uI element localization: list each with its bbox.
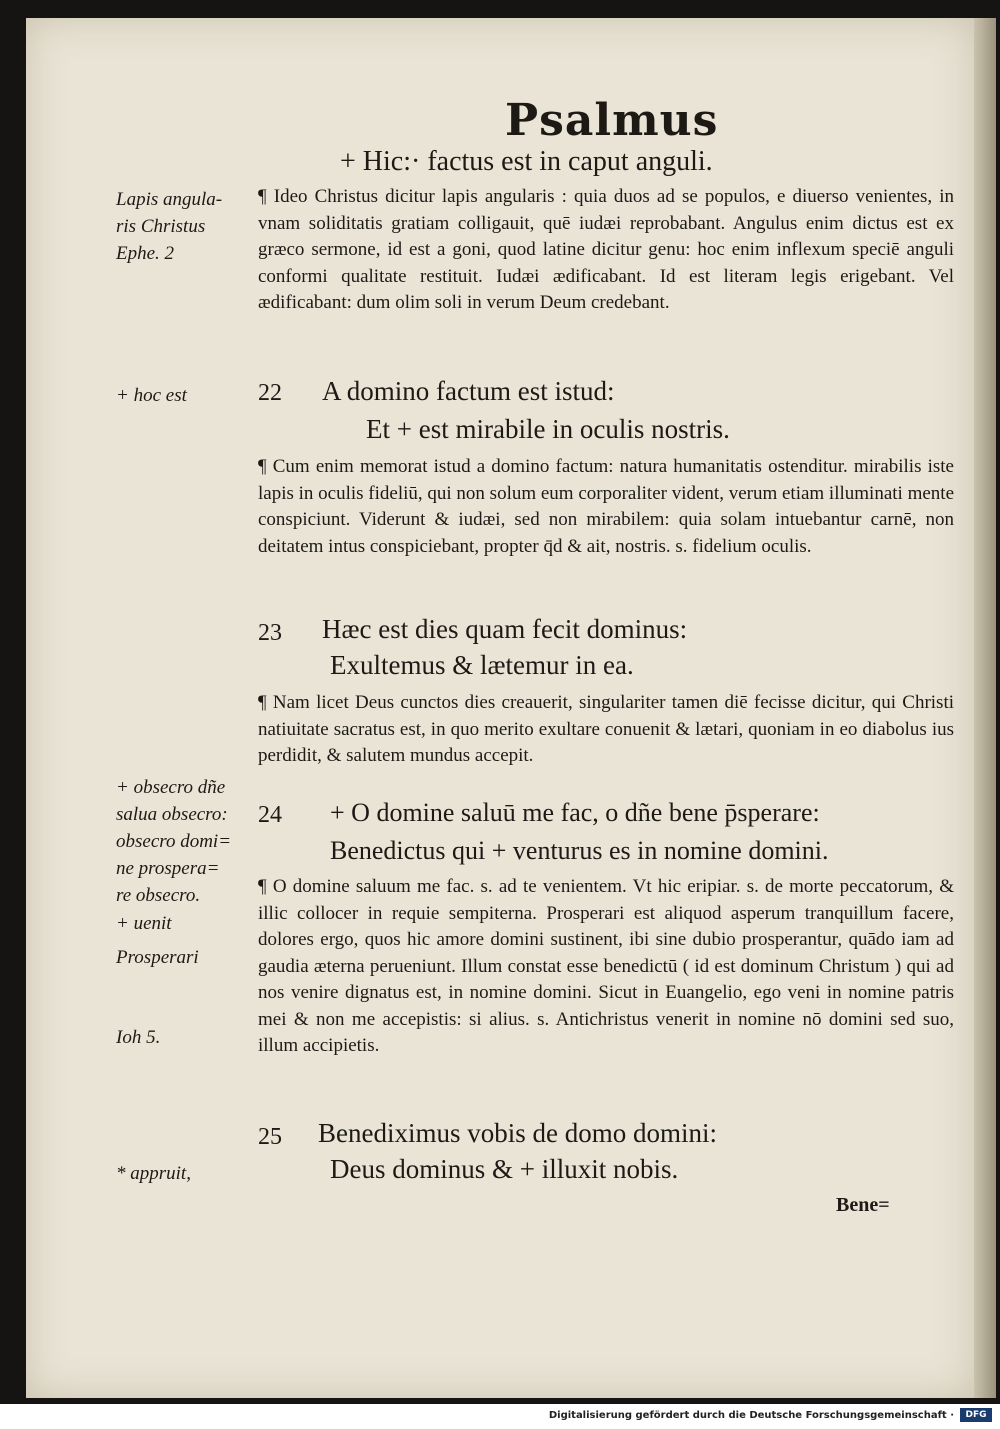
verse-number: 24 xyxy=(258,802,282,828)
margin-line: + obsecro dñe xyxy=(116,777,226,798)
margin-line: ris Christus xyxy=(116,216,206,237)
page-title: Psalmus xyxy=(505,95,719,146)
margin-line: Lapis angula- xyxy=(116,189,223,210)
margin-note-prosperari: Prosperari xyxy=(116,947,199,968)
verse-line: A domino factum est istud: xyxy=(322,376,615,406)
commentary-text: Cum enim memorat istud a domino factum: natura humanitatis ostenditur. mirabilis iste lapis in oculis fideliū, qui non solum eum corporaliter vident, verum etiam illuminati mente conspiciunt. Viderunt & iudæi, sed non mirabilem: quia solam intuebantur carnē, non deitatem intus conspiciebant, propter q̄d & ait, nostris. s. fidelium oculis. xyxy=(258,456,954,557)
verse-line: Deus dominus & + illuxit nobis. xyxy=(330,1154,679,1184)
commentary-paragraph xyxy=(258,690,954,770)
digitization-credit: Digitalisierung gefördert durch die Deutsche Forschungsgemeinschaft · xyxy=(548,1410,954,1421)
margin-note-obsecro xyxy=(116,774,231,909)
margin-line: re obsecro. xyxy=(116,885,201,906)
adjacent-page-edge xyxy=(974,18,996,1398)
verse-number: 23 xyxy=(258,620,282,646)
verse-line: Hæc est dies quam fecit dominus: xyxy=(322,614,688,644)
commentary-paragraph xyxy=(258,454,954,560)
commentary-text: Ideo Christus dicitur lapis angularis : quia duos ad se populos, e diuerso venientes, in vnam soliditatis gratiam colligauit, quē iudæi reprobabant. Angulus enim dictus est ex græco sermone, id est a goni, quod latine dicitur genu: hoc enim inflexum speciē anguli conformi qualitate restituit. Iudæi ædificabant. Id est literam legis erigebant. Vel ædificabant: dum olim soli in verum Deum credebant. xyxy=(258,186,955,313)
paragraph-mark-icon: ¶ xyxy=(258,456,273,477)
verse-line: Exultemus & lætemur in ea. xyxy=(330,650,634,680)
commentary-paragraph xyxy=(258,874,954,1060)
paragraph-mark-icon: ¶ xyxy=(258,876,273,897)
margin-note-appruit: * appruit, xyxy=(116,1163,191,1184)
verse-line: Et + est mirabile in oculis nostris. xyxy=(366,414,730,444)
verse-21-tail: + Hic:· factus est in caput anguli. xyxy=(340,146,713,177)
verse-line: + O domine saluū me fac, o dñe bene p̄sperare: xyxy=(330,798,820,827)
catchword: Bene= xyxy=(836,1194,890,1216)
commentary-text: Nam licet Deus cunctos dies creauerit, singulariter tamen diē fecisse dicitur, qui Christi natiuitate sacratus est, in quo merito exultare conuenit & lætari, quoniam in eo diabolus ius perdidit, & salutem mundus accepit. xyxy=(258,692,954,766)
margin-note-ioh: Ioh 5. xyxy=(116,1027,161,1048)
paragraph-mark-icon: ¶ xyxy=(258,692,273,713)
commentary-paragraph xyxy=(258,184,954,317)
dfg-logo: DFG xyxy=(960,1408,992,1422)
margin-note-hoc-est: + hoc est xyxy=(116,385,187,406)
verse-number: 22 xyxy=(258,380,282,406)
verse-line: Benediximus vobis de domo domini: xyxy=(318,1118,717,1148)
margin-line: salua obsecro: xyxy=(116,804,228,825)
margin-line: Ephe. 2 xyxy=(116,243,175,264)
verse-number: 25 xyxy=(258,1124,282,1150)
margin-note-lapis xyxy=(116,186,222,267)
margin-line: obsecro domi= xyxy=(116,831,232,852)
verse-line: Benedictus qui + venturus es in nomine domini. xyxy=(330,836,829,865)
margin-line: ne prospera= xyxy=(116,858,220,879)
paragraph-mark-icon: ¶ xyxy=(258,186,274,207)
commentary-text: O domine saluum me fac. s. ad te venientem. Vt hic eripiar. s. de morte peccatorum, & illic collocer in requie sempiterna. Prosperari est aliquod asperum tranquillum facere, dolores ergo, quos hic amore domini sustinent, ibi sine dubio prosperantur, quādo iam ad gaudia æterna perueniunt. Illum constat esse benedictū ( id est dominum Christum ) qui ad nos venire dignatus est, in nomine domini. Sicut in Euangelio, ego veni in nomine patris mei & non me accepistis: si alius. s. Antichristus venerit in nomine nō domini sed suo, illum accipietis. xyxy=(258,876,955,1056)
margin-note-uenit: + uenit xyxy=(116,913,172,934)
